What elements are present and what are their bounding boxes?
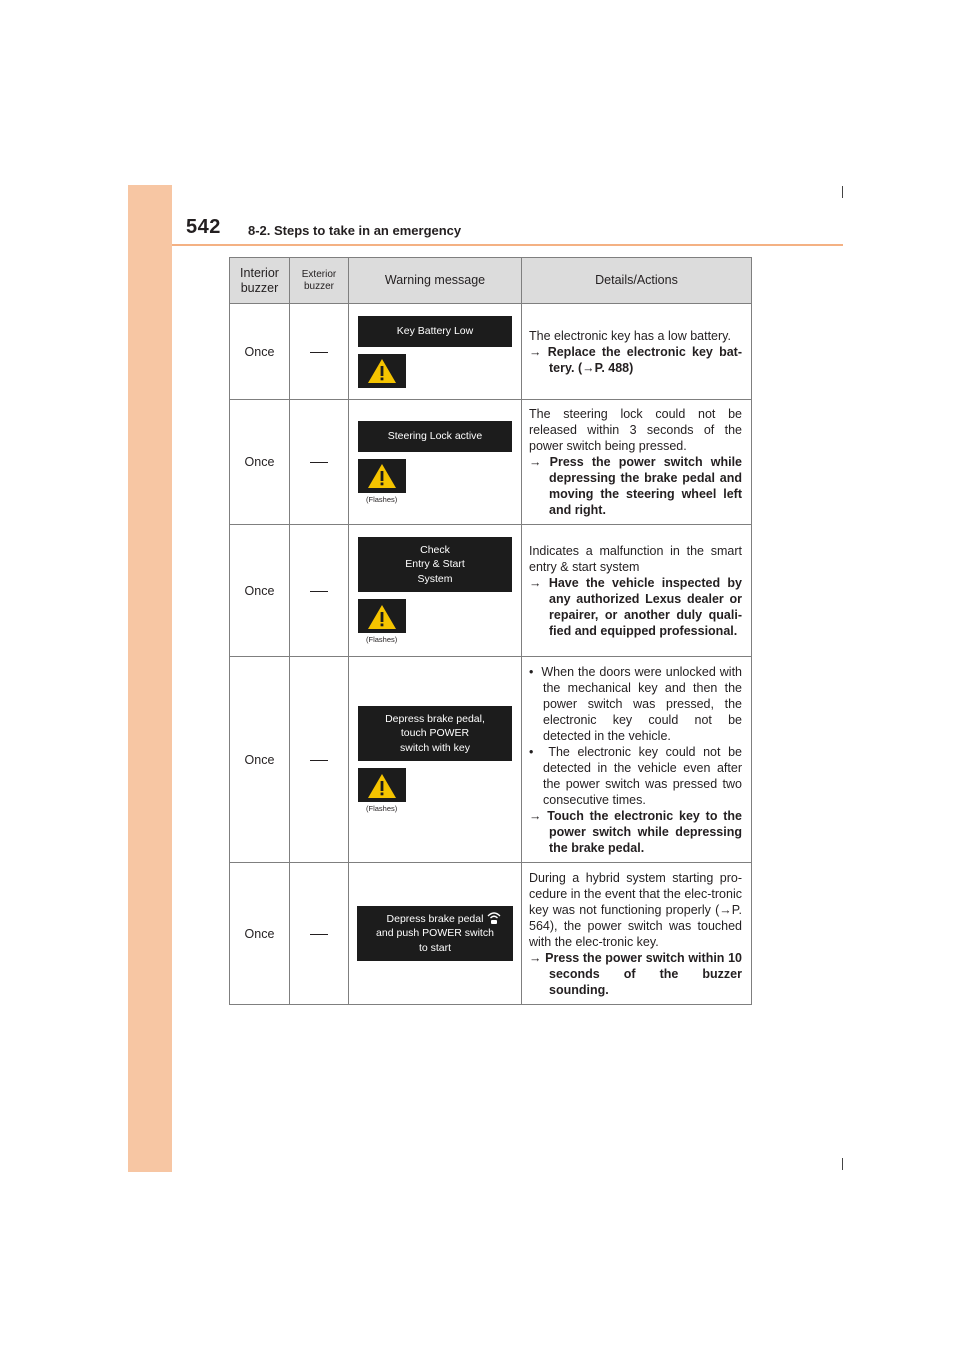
interior-buzzer-cell: Once [230, 657, 290, 863]
action-text: → Have the vehicle inspected by any authorized Lexus dealer or repairer, or another duly quali-fied and equipped professional. [529, 575, 742, 638]
bullet-item: • The electronic key could not be detected in the vehicle even after the power switch was pressed two consecutive times. [529, 744, 742, 807]
warning-triangle-icon [358, 459, 406, 493]
col-interior-buzzer: Interior buzzer [230, 258, 290, 304]
warning-message-cell [349, 525, 522, 657]
header-rule [172, 244, 843, 246]
details-cell [522, 400, 752, 525]
page-number: 542 [186, 216, 221, 238]
details-cell [522, 304, 752, 400]
crop-mark-bottom [842, 1158, 843, 1170]
display-message: Key Battery Low [358, 316, 512, 347]
exterior-buzzer-cell [290, 863, 349, 1005]
warning-triangle-icon [358, 354, 406, 388]
dash-icon [310, 352, 328, 353]
dash-icon [310, 934, 328, 935]
flashes-note: (Flashes) [366, 804, 398, 813]
detail-text: The electronic key has a low battery. [529, 328, 731, 343]
section-title: 8-2. Steps to take in an emergency [248, 223, 462, 238]
key-signal-icon [485, 911, 503, 929]
action-text: → Replace the electronic key bat-tery. (→P. 488) [529, 344, 742, 375]
details-cell [522, 525, 752, 657]
action-text: → Touch the electronic key to the power switch while depressing the brake pedal. [529, 808, 742, 855]
bullet-item: • When the doors were unlocked with the mechanical key and then the power switch was pressed, the electronic key could not be detected in the vehicle. [529, 664, 742, 743]
warning-message-cell [349, 863, 522, 1005]
table-row [230, 400, 752, 525]
col-exterior-buzzer: Exterior buzzer [290, 258, 349, 304]
display-message: Check Entry & Start System [358, 537, 512, 592]
interior-buzzer-cell: Once [230, 863, 290, 1005]
details-cell [522, 863, 752, 1005]
dash-icon [310, 760, 328, 761]
col-details-actions: Details/Actions [522, 258, 752, 304]
exterior-buzzer-cell [290, 304, 349, 400]
table-row [230, 863, 752, 1005]
display-message: Depress brake pedal and push POWER switch to start [357, 906, 513, 961]
chapter-side-band [128, 185, 172, 1172]
crop-mark-top [842, 186, 843, 198]
detail-text: During a hybrid system starting pro-cedure in the event that the elec-tronic key was not functioning properly (→P. 564), the power switch was touched with the elec-tronic key. [529, 870, 742, 949]
warning-triangle-icon [358, 599, 406, 633]
warning-message-cell [349, 657, 522, 863]
flashes-note: (Flashes) [366, 635, 398, 644]
interior-buzzer-cell: Once [230, 525, 290, 657]
exterior-buzzer-cell [290, 657, 349, 863]
warning-triangle-icon [358, 768, 406, 802]
table-row [230, 304, 752, 400]
detail-text: The steering lock could not be released within 3 seconds of the power switch being pressed. [529, 407, 742, 453]
interior-buzzer-cell: Once [230, 304, 290, 400]
col-warning-message: Warning message [349, 258, 522, 304]
dash-icon [310, 591, 328, 592]
exterior-buzzer-cell [290, 400, 349, 525]
interior-buzzer-cell: Once [230, 400, 290, 525]
warning-message-table [229, 257, 752, 1005]
flashes-note: (Flashes) [366, 494, 398, 504]
exterior-buzzer-cell [290, 525, 349, 657]
table-row [230, 525, 752, 657]
table-header-row [230, 258, 752, 304]
details-cell [522, 657, 752, 863]
action-text: → Press the power switch while depressing the brake pedal and moving the steering wheel left and right. [529, 455, 742, 517]
warning-message-cell [349, 400, 522, 525]
table-row [230, 657, 752, 863]
detail-text: Indicates a malfunction in the smart entry & start system [529, 543, 742, 574]
dash-icon [310, 462, 328, 463]
warning-message-cell [349, 304, 522, 400]
action-text: → Press the power switch within 10 seconds of the buzzer sounding. [529, 950, 742, 997]
display-message: Depress brake pedal, touch POWER switch with key [358, 706, 512, 761]
display-message: Steering Lock active [358, 421, 512, 452]
